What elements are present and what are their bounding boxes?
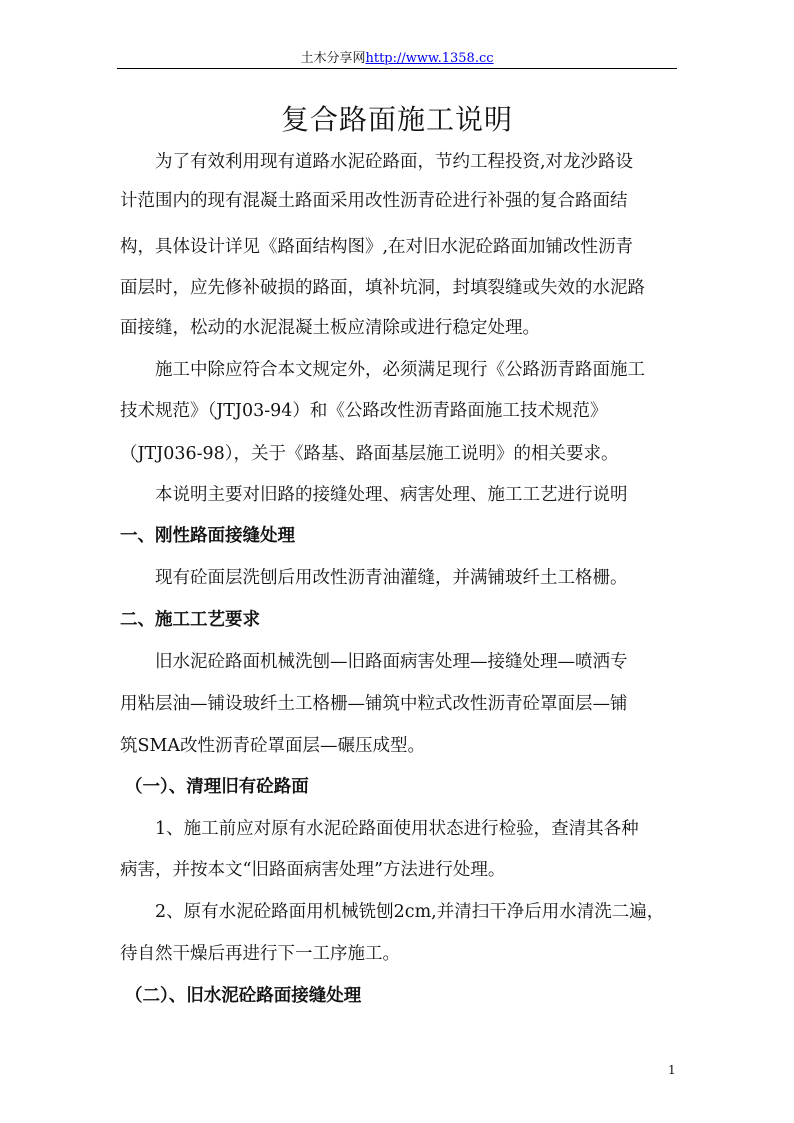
section-heading: 二、施工工艺要求 — [120, 610, 260, 630]
body-line: 用粘层油—铺设玻纤土工格栅—铺筑中粒式改性沥青砼罩面层—铺 — [120, 694, 628, 714]
body-line: 面层时，应先修补破损的路面，填补坑洞，封填裂缝或失效的水泥路 — [120, 278, 645, 298]
body-line: 构，具体设计详见《路面结构图》,在对旧水泥砼路面加铺改性沥青 — [120, 237, 634, 257]
body-line: 技术规范》（JTJ03-94）和《公路改性沥青路面施工技术规范》 — [120, 401, 608, 421]
header-site-link[interactable]: http://www.1358.cc — [365, 51, 494, 66]
body-line: 1、施工前应对原有水泥砼路面使用状态进行检验，查清其各种 — [155, 819, 639, 839]
page-number: 1 — [668, 1063, 676, 1077]
body-line: 为了有效利用现有道路水泥砼路面，节约工程投资,对龙沙路设 — [155, 152, 634, 172]
page-header — [0, 47, 794, 66]
header-rule — [117, 68, 677, 69]
body-line: 本说明主要对旧路的接缝处理、病害处理、施工工艺进行说明 — [155, 485, 628, 505]
page-title: 复合路面施工说明 — [280, 103, 513, 136]
body-line: 旧水泥砼路面机械洗刨—旧路面病害处理—接缝处理—喷洒专 — [155, 652, 628, 672]
body-line: 病害，并按本文“旧路面病害处理”方法进行处理。 — [120, 860, 506, 880]
body-line: 施工中除应符合本文规定外，必须满足现行《公路沥青路面施工 — [155, 360, 645, 380]
body-line: 筑SMA改性沥青砼罩面层—碾压成型。 — [120, 736, 426, 756]
body-line: （JTJ036-98），关于《路基、路面基层施工说明》的相关要求。 — [120, 444, 619, 464]
body-line: 现有砼面层洗刨后用改性沥青油灌缝，并满铺玻纤土工格栅。 — [155, 568, 628, 588]
header-site-name: 土木分享网 — [300, 51, 366, 66]
subsection-heading: （一）、清理旧有砼路面 — [125, 777, 309, 797]
body-line: 2、原有水泥砼路面用机械铣刨2cm,并清扫干净后用水清洗二遍， — [155, 902, 665, 922]
subsection-heading: （二）、旧水泥砼路面接缝处理 — [125, 986, 362, 1006]
body-line: 计范围内的现有混凝土路面采用改性沥青砼进行补强的复合路面结 — [120, 191, 628, 211]
body-line: 待自然干燥后再进行下一工序施工。 — [120, 944, 400, 964]
body-line: 面接缝，松动的水泥混凝土板应清除或进行稳定处理。 — [120, 318, 540, 338]
section-heading: 一、刚性路面接缝处理 — [120, 526, 295, 546]
